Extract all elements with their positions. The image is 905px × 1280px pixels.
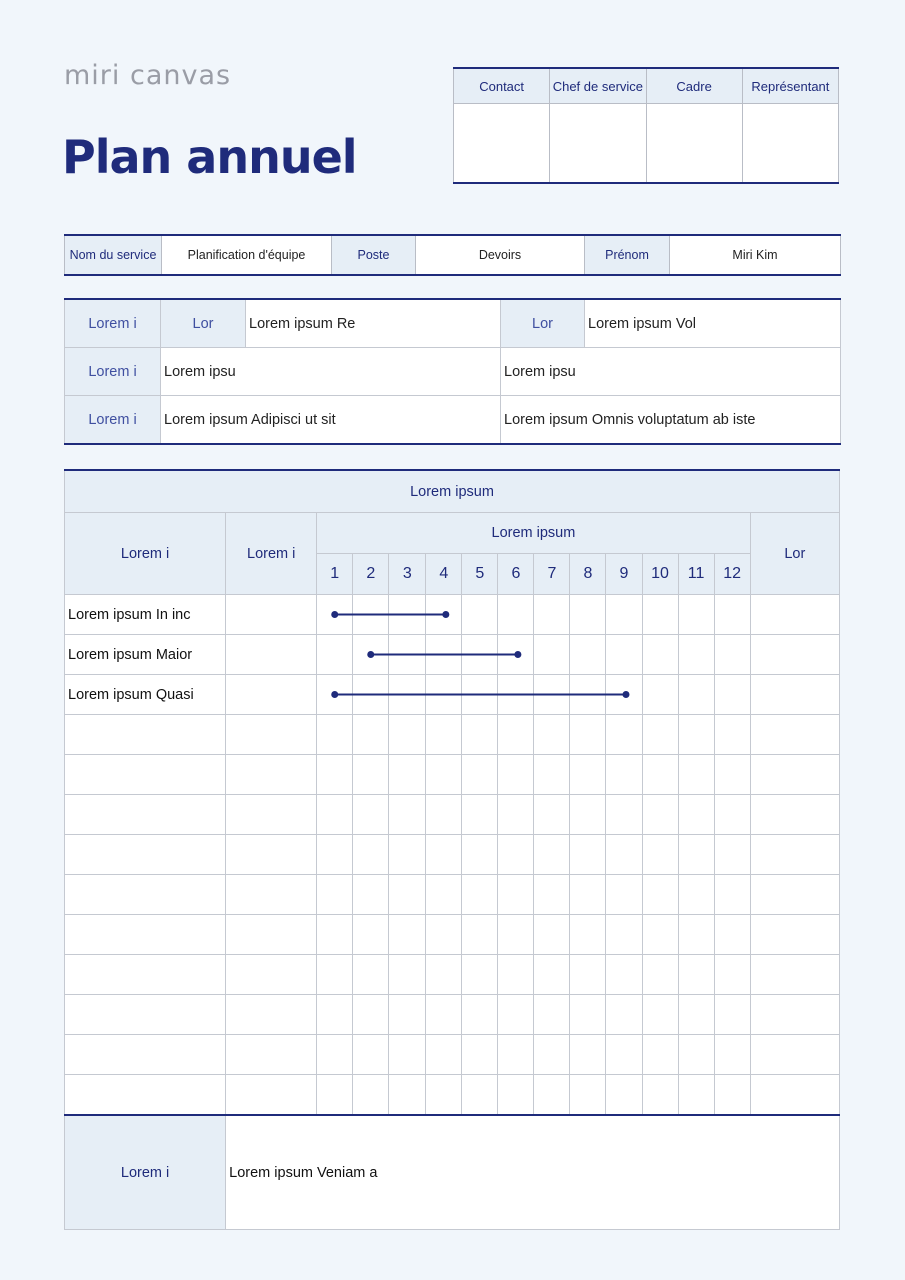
task-owner-cell[interactable] <box>226 1075 317 1116</box>
month-cell[interactable] <box>570 1075 606 1116</box>
month-cell[interactable] <box>606 915 642 955</box>
task-name-cell[interactable]: Lorem ipsum Maior <box>65 635 226 675</box>
task-name-cell[interactable] <box>65 795 226 835</box>
month-cell[interactable] <box>389 1075 426 1116</box>
month-cell[interactable] <box>462 1075 498 1116</box>
month-cell[interactable] <box>534 795 570 835</box>
month-cell[interactable] <box>426 995 462 1035</box>
summary-label: Lorem i <box>65 348 161 396</box>
month-header-4: 4 <box>426 554 462 595</box>
table-row <box>65 795 840 835</box>
month-cell[interactable] <box>606 795 642 835</box>
table-row <box>65 915 840 955</box>
task-name-cell[interactable] <box>65 835 226 875</box>
signature-box-representant[interactable] <box>742 104 838 184</box>
page-title: Plan annuel <box>62 130 357 184</box>
month-cell[interactable] <box>462 915 498 955</box>
service-label: Nom du service <box>65 235 162 275</box>
month-cell[interactable] <box>678 915 714 955</box>
month-cell[interactable] <box>534 915 570 955</box>
month-cell[interactable] <box>389 835 426 875</box>
month-cell[interactable] <box>353 1035 389 1075</box>
month-cell[interactable] <box>678 875 714 915</box>
task-name-cell[interactable]: Lorem ipsum In inc <box>65 595 226 635</box>
poste-label: Poste <box>332 235 416 275</box>
month-cell[interactable] <box>498 755 534 795</box>
month-cell[interactable] <box>534 835 570 875</box>
poste-value[interactable]: Devoirs <box>416 235 585 275</box>
month-cell[interactable] <box>317 1035 353 1075</box>
task-owner-cell[interactable] <box>226 595 317 635</box>
brand-logo: miri canvas <box>64 60 232 91</box>
month-cell[interactable] <box>426 955 462 995</box>
month-cell[interactable] <box>462 715 498 755</box>
month-cell[interactable] <box>678 995 714 1035</box>
month-cell[interactable] <box>317 1075 353 1116</box>
month-cell[interactable] <box>353 1075 389 1116</box>
month-cell[interactable] <box>317 635 353 675</box>
month-cell[interactable] <box>389 875 426 915</box>
task-note-cell[interactable] <box>750 1075 839 1116</box>
month-cell[interactable] <box>642 835 678 875</box>
month-cell[interactable] <box>353 795 389 835</box>
month-cell[interactable] <box>534 715 570 755</box>
month-cell[interactable] <box>606 755 642 795</box>
month-header-10: 10 <box>642 554 678 595</box>
month-cell[interactable] <box>714 915 750 955</box>
month-cell[interactable] <box>462 875 498 915</box>
month-cell[interactable] <box>498 835 534 875</box>
month-cell[interactable] <box>353 995 389 1035</box>
table-row <box>65 995 840 1035</box>
month-cell[interactable] <box>498 635 534 675</box>
month-cell[interactable] <box>462 955 498 995</box>
month-cell[interactable] <box>498 1075 534 1116</box>
month-header-11: 11 <box>678 554 714 595</box>
summary-value[interactable]: Lorem ipsum Omnis voluptatum ab iste <box>501 396 841 445</box>
task-owner-cell[interactable] <box>226 755 317 795</box>
month-cell[interactable] <box>642 635 678 675</box>
month-cell[interactable] <box>426 715 462 755</box>
month-cell[interactable] <box>678 795 714 835</box>
month-cell[interactable] <box>678 1075 714 1116</box>
month-cell[interactable] <box>317 595 353 635</box>
month-cell[interactable] <box>534 995 570 1035</box>
task-note-cell[interactable] <box>750 635 839 675</box>
task-note-cell[interactable] <box>750 675 839 715</box>
month-cell[interactable] <box>714 875 750 915</box>
month-cell[interactable] <box>642 755 678 795</box>
month-cell[interactable] <box>642 955 678 995</box>
month-cell[interactable] <box>570 755 606 795</box>
month-cell[interactable] <box>317 675 353 715</box>
month-cell[interactable] <box>714 755 750 795</box>
summary-label: Lorem i <box>65 299 161 348</box>
task-note-cell[interactable] <box>750 755 839 795</box>
month-cell[interactable] <box>606 1035 642 1075</box>
month-cell[interactable] <box>678 675 714 715</box>
task-owner-cell[interactable] <box>226 635 317 675</box>
summary-label: Lorem i <box>65 396 161 445</box>
task-owner-cell[interactable] <box>226 835 317 875</box>
month-cell[interactable] <box>498 955 534 995</box>
month-cell[interactable] <box>498 1035 534 1075</box>
month-cell[interactable] <box>570 995 606 1035</box>
approval-table <box>453 67 839 184</box>
month-cell[interactable] <box>389 595 426 635</box>
plan-months-header: Lorem ipsum <box>317 513 750 554</box>
month-cell[interactable] <box>317 795 353 835</box>
month-cell[interactable] <box>642 1035 678 1075</box>
table-row <box>65 955 840 995</box>
month-cell[interactable] <box>642 715 678 755</box>
task-owner-cell[interactable] <box>226 1035 317 1075</box>
month-cell[interactable] <box>389 915 426 955</box>
task-note-cell[interactable] <box>750 915 839 955</box>
month-cell[interactable] <box>714 955 750 995</box>
month-cell[interactable] <box>534 755 570 795</box>
month-cell[interactable] <box>606 1075 642 1116</box>
task-note-cell[interactable] <box>750 715 839 755</box>
month-cell[interactable] <box>678 955 714 995</box>
month-cell[interactable] <box>353 755 389 795</box>
month-cell[interactable] <box>426 635 462 675</box>
table-row <box>65 635 840 675</box>
month-cell[interactable] <box>606 715 642 755</box>
month-cell[interactable] <box>678 595 714 635</box>
month-header-5: 5 <box>462 554 498 595</box>
month-cell[interactable] <box>642 795 678 835</box>
task-owner-cell[interactable] <box>226 875 317 915</box>
signature-box-chef[interactable] <box>550 104 646 184</box>
task-name-cell[interactable] <box>65 715 226 755</box>
summary-value[interactable]: Lorem ipsum Adipisci ut sit <box>161 396 501 445</box>
month-cell[interactable] <box>389 795 426 835</box>
month-cell[interactable] <box>462 835 498 875</box>
month-cell[interactable] <box>642 675 678 715</box>
month-cell[interactable] <box>570 875 606 915</box>
task-note-cell[interactable] <box>750 875 839 915</box>
month-cell[interactable] <box>426 875 462 915</box>
month-cell[interactable] <box>389 995 426 1035</box>
month-cell[interactable] <box>317 755 353 795</box>
month-cell[interactable] <box>606 875 642 915</box>
month-cell[interactable] <box>462 995 498 1035</box>
table-row <box>65 755 840 795</box>
month-header-3: 3 <box>389 554 426 595</box>
month-cell[interactable] <box>570 715 606 755</box>
summary-value[interactable]: Lorem ipsu <box>161 348 501 396</box>
service-value[interactable]: Planification d'équipe <box>162 235 332 275</box>
month-cell[interactable] <box>426 1035 462 1075</box>
month-cell[interactable] <box>678 835 714 875</box>
plan-footer-label: Lorem i <box>65 1115 226 1230</box>
month-cell[interactable] <box>389 675 426 715</box>
month-cell[interactable] <box>353 835 389 875</box>
table-row <box>65 835 840 875</box>
month-cell[interactable] <box>462 795 498 835</box>
task-name-cell[interactable] <box>65 995 226 1035</box>
month-header-6: 6 <box>498 554 534 595</box>
month-cell[interactable] <box>498 915 534 955</box>
prenom-value[interactable]: Miri Kim <box>670 235 841 275</box>
approval-header-representant: Représentant <box>742 68 838 104</box>
month-cell[interactable] <box>606 995 642 1035</box>
month-cell[interactable] <box>642 875 678 915</box>
month-cell[interactable] <box>317 875 353 915</box>
month-cell[interactable] <box>462 675 498 715</box>
month-cell[interactable] <box>426 835 462 875</box>
month-cell[interactable] <box>317 715 353 755</box>
month-cell[interactable] <box>426 1075 462 1116</box>
table-row <box>65 875 840 915</box>
task-name-cell[interactable] <box>65 755 226 795</box>
task-name-cell[interactable] <box>65 875 226 915</box>
table-row <box>65 595 840 635</box>
month-cell[interactable] <box>353 875 389 915</box>
month-cell[interactable] <box>570 795 606 835</box>
month-cell[interactable] <box>389 635 426 675</box>
month-cell[interactable] <box>389 715 426 755</box>
month-cell[interactable] <box>462 755 498 795</box>
approval-header-cadre: Cadre <box>646 68 742 104</box>
task-note-cell[interactable] <box>750 1035 839 1075</box>
month-header-8: 8 <box>570 554 606 595</box>
signature-box-cadre[interactable] <box>646 104 742 184</box>
month-cell[interactable] <box>498 595 534 635</box>
month-cell[interactable] <box>606 835 642 875</box>
month-cell[interactable] <box>678 635 714 675</box>
task-owner-cell[interactable] <box>226 995 317 1035</box>
month-cell[interactable] <box>534 675 570 715</box>
month-cell[interactable] <box>570 595 606 635</box>
month-cell[interactable] <box>714 675 750 715</box>
month-header-1: 1 <box>317 554 353 595</box>
approval-header-contact: Contact <box>454 68 550 104</box>
month-header-2: 2 <box>353 554 389 595</box>
month-cell[interactable] <box>498 675 534 715</box>
task-note-cell[interactable] <box>750 955 839 995</box>
task-owner-cell[interactable] <box>226 955 317 995</box>
month-cell[interactable] <box>462 595 498 635</box>
month-cell[interactable] <box>317 955 353 995</box>
task-owner-cell[interactable] <box>226 915 317 955</box>
month-cell[interactable] <box>714 1075 750 1116</box>
month-cell[interactable] <box>534 635 570 675</box>
month-cell[interactable] <box>570 955 606 995</box>
month-cell[interactable] <box>714 795 750 835</box>
month-cell[interactable] <box>317 995 353 1035</box>
month-cell[interactable] <box>534 1035 570 1075</box>
month-cell[interactable] <box>498 995 534 1035</box>
signature-box-contact[interactable] <box>454 104 550 184</box>
month-cell[interactable] <box>534 875 570 915</box>
task-owner-cell[interactable] <box>226 715 317 755</box>
month-cell[interactable] <box>353 915 389 955</box>
task-note-cell[interactable] <box>750 795 839 835</box>
plan-col-last-header: Lor <box>750 513 839 595</box>
month-cell[interactable] <box>534 595 570 635</box>
task-name-cell[interactable] <box>65 1075 226 1116</box>
month-cell[interactable] <box>534 955 570 995</box>
month-cell[interactable] <box>714 995 750 1035</box>
month-header-7: 7 <box>534 554 570 595</box>
month-cell[interactable] <box>353 715 389 755</box>
month-header-9: 9 <box>606 554 642 595</box>
month-cell[interactable] <box>570 1035 606 1075</box>
month-cell[interactable] <box>353 675 389 715</box>
month-cell[interactable] <box>570 635 606 675</box>
summary-sublabel: Lor <box>161 299 246 348</box>
month-cell[interactable] <box>714 715 750 755</box>
summary-sublabel: Lor <box>501 299 585 348</box>
month-cell[interactable] <box>678 1035 714 1075</box>
table-row <box>65 1075 840 1116</box>
month-cell[interactable] <box>353 595 389 635</box>
month-cell[interactable] <box>389 755 426 795</box>
month-cell[interactable] <box>714 595 750 635</box>
task-owner-cell[interactable] <box>226 795 317 835</box>
plan-col-task-header: Lorem i <box>65 513 226 595</box>
month-cell[interactable] <box>426 755 462 795</box>
month-cell[interactable] <box>714 835 750 875</box>
plan-footer-value[interactable]: Lorem ipsum Veniam a <box>226 1115 840 1230</box>
table-row <box>65 1035 840 1075</box>
task-name-cell[interactable]: Lorem ipsum Quasi <box>65 675 226 715</box>
month-cell[interactable] <box>714 635 750 675</box>
task-name-cell[interactable] <box>65 1035 226 1075</box>
task-owner-cell[interactable] <box>226 675 317 715</box>
month-cell[interactable] <box>426 675 462 715</box>
month-cell[interactable] <box>570 835 606 875</box>
month-cell[interactable] <box>534 1075 570 1116</box>
month-cell[interactable] <box>462 1035 498 1075</box>
month-cell[interactable] <box>353 635 389 675</box>
task-name-cell[interactable] <box>65 955 226 995</box>
table-row <box>65 715 840 755</box>
month-cell[interactable] <box>606 675 642 715</box>
month-cell[interactable] <box>642 995 678 1035</box>
summary-value[interactable]: Lorem ipsu <box>501 348 841 396</box>
month-cell[interactable] <box>426 595 462 635</box>
month-cell[interactable] <box>606 595 642 635</box>
task-note-cell[interactable] <box>750 835 839 875</box>
summary-table <box>64 298 841 445</box>
month-cell[interactable] <box>498 715 534 755</box>
month-cell[interactable] <box>462 635 498 675</box>
task-name-cell[interactable] <box>65 915 226 955</box>
month-cell[interactable] <box>606 635 642 675</box>
prenom-label: Prénom <box>585 235 670 275</box>
table-row <box>65 675 840 715</box>
approval-header-chef: Chef de service <box>550 68 646 104</box>
month-cell[interactable] <box>570 675 606 715</box>
month-cell[interactable] <box>642 595 678 635</box>
month-cell[interactable] <box>642 1075 678 1116</box>
month-cell[interactable] <box>317 915 353 955</box>
summary-value[interactable]: Lorem ipsum Vol <box>585 299 841 348</box>
month-cell[interactable] <box>606 955 642 995</box>
month-cell[interactable] <box>426 915 462 955</box>
month-cell[interactable] <box>642 915 678 955</box>
month-cell[interactable] <box>498 795 534 835</box>
month-cell[interactable] <box>678 715 714 755</box>
month-header-12: 12 <box>714 554 750 595</box>
plan-title: Lorem ipsum <box>65 470 840 513</box>
month-cell[interactable] <box>389 955 426 995</box>
month-cell[interactable] <box>426 795 462 835</box>
month-cell[interactable] <box>317 835 353 875</box>
month-cell[interactable] <box>389 1035 426 1075</box>
month-cell[interactable] <box>498 875 534 915</box>
month-cell[interactable] <box>353 955 389 995</box>
plan-col-owner-header: Lorem i <box>226 513 317 595</box>
summary-value[interactable]: Lorem ipsum Re <box>246 299 501 348</box>
task-note-cell[interactable] <box>750 995 839 1035</box>
month-cell[interactable] <box>678 755 714 795</box>
month-cell[interactable] <box>714 1035 750 1075</box>
task-note-cell[interactable] <box>750 595 839 635</box>
annual-plan-table <box>64 469 840 1230</box>
info-table <box>64 234 841 276</box>
month-cell[interactable] <box>570 915 606 955</box>
